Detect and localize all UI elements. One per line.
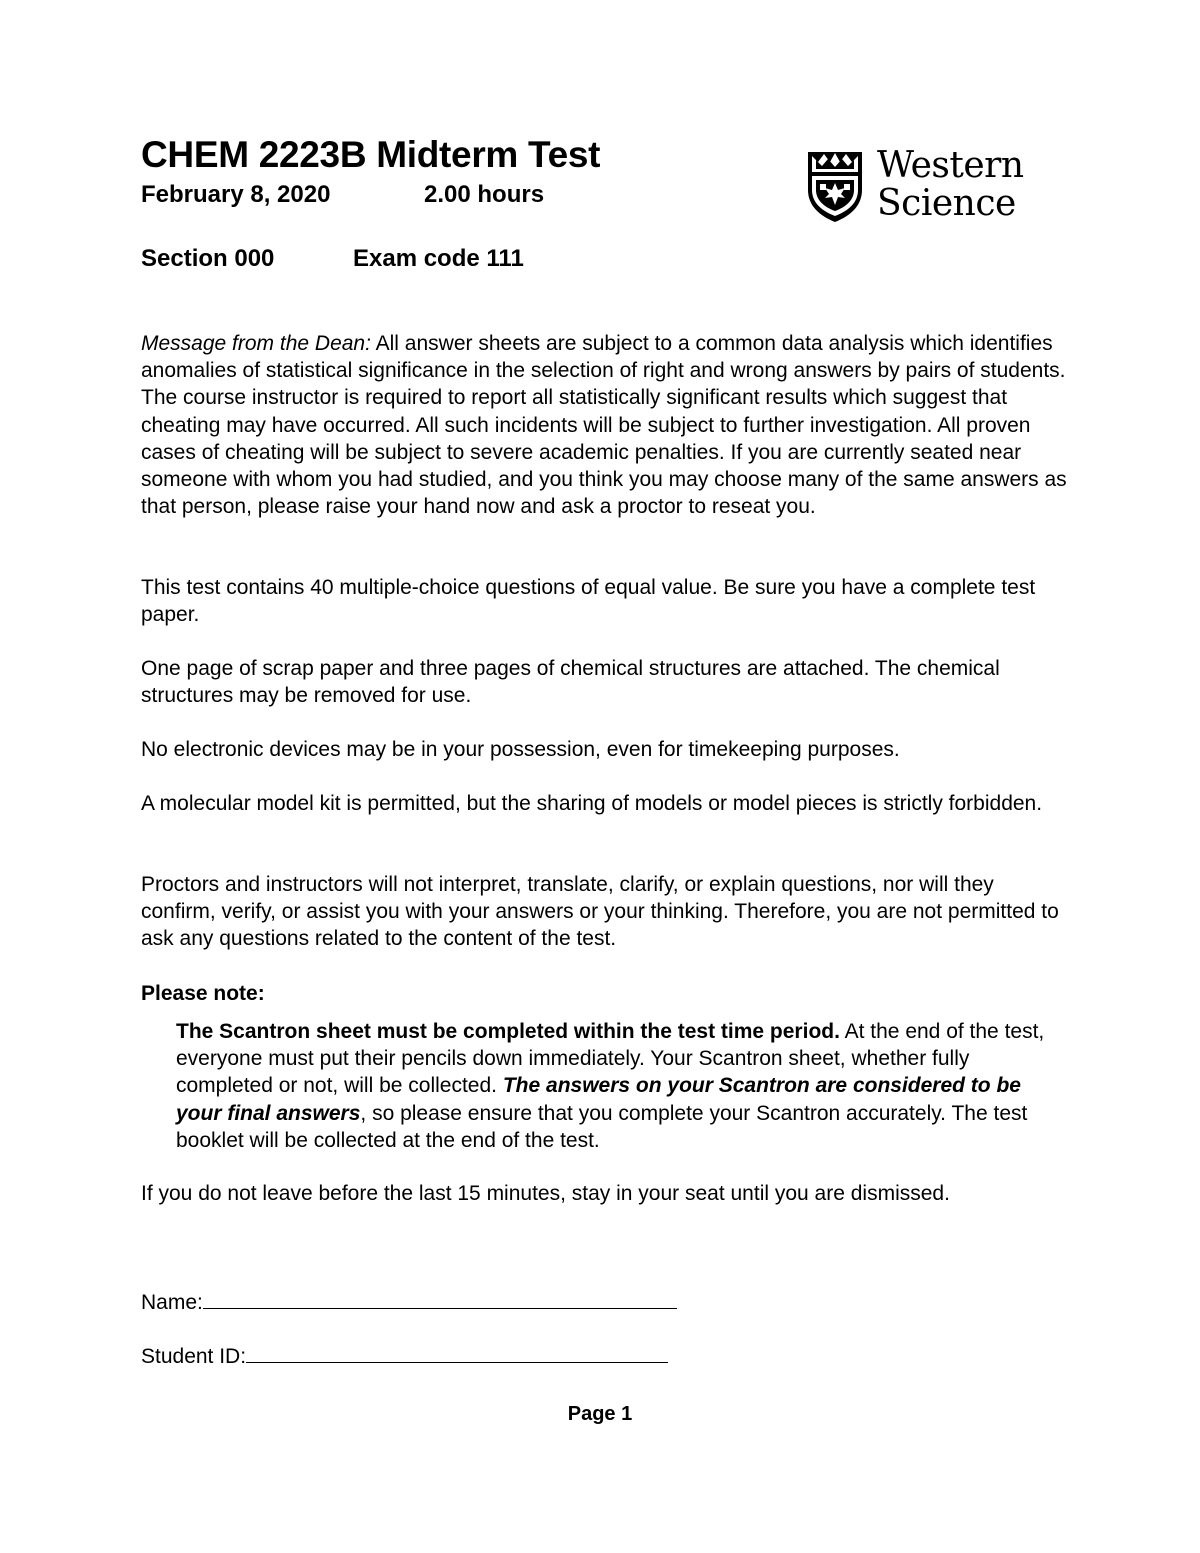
name-blank-line[interactable]	[203, 1290, 677, 1309]
date-row	[141, 181, 545, 209]
exam-duration: 2.00 hours	[424, 181, 545, 208]
western-crest-icon	[806, 150, 864, 224]
section-row	[141, 245, 524, 273]
student-id-label: Student ID:	[141, 1345, 247, 1368]
test-contents-paragraph: This test contains 40 multiple-choice questions of equal value. Be sure you have a complete test paper.	[141, 576, 1036, 627]
student-id-field[interactable]	[141, 1344, 668, 1369]
page-number: Page 1	[567, 1403, 633, 1425]
dean-message-text: All answer sheets are subject to a common data analysis which identifies anomalies of statistical significance in the selection of right and wrong answers by pairs of students. The course instructor is required to report all statistically significant results which suggest that cheating may have occurred. All such incidents will be subject to further investigation. All proven cases of cheating will be subject to severe academic penalties. If you are currently seated near someone with whom you had studied, and you think you may choose many of the same answers as that person, please raise your hand now and ask a proctor to reseat you.	[141, 332, 1067, 519]
student-id-blank-line[interactable]	[246, 1344, 668, 1363]
logo-line-science: Science	[877, 183, 1016, 224]
exam-section: Section 000	[141, 245, 275, 272]
scantron-bold-lead: The Scantron sheet must be completed within the test time period.	[176, 1020, 840, 1043]
name-field[interactable]	[141, 1290, 677, 1315]
please-note-heading: Please note:	[141, 982, 265, 1005]
dean-message-label: Message from the Dean:	[141, 332, 371, 355]
electronics-paragraph: No electronic devices may be in your possession, even for timekeeping purposes.	[141, 738, 900, 761]
model-kit-paragraph: A molecular model kit is permitted, but the sharing of models or model pieces is strictly forbidden.	[141, 792, 1043, 815]
scantron-note	[176, 1018, 1071, 1154]
name-label: Name:	[141, 1291, 203, 1314]
exam-code: Exam code 111	[353, 245, 524, 272]
scrap-paper-paragraph: One page of scrap paper and three pages of chemical structures are attached. The chemical structures may be removed for use.	[141, 657, 1000, 708]
scantron-text-1: At the end of the test, everyone must put their pencils down immediately. Your Scantron sheet, whether fully completed or not, will be collected.	[176, 1020, 1045, 1098]
leave-rule-paragraph: If you do not leave before the last 15 minutes, stay in your seat until you are dismissed.	[141, 1182, 950, 1205]
scantron-text-2: , so please ensure that you complete your Scantron accurately. The test booklet will be collected at the end of the test.	[176, 1101, 1028, 1152]
exam-date: February 8, 2020	[141, 181, 331, 208]
proctors-paragraph: Proctors and instructors will not interpret, translate, clarify, or explain questions, nor will they confirm, verify, or assist you with your answers or your thinking. Therefore, you are not permitted to ask any questions related to the content of the test.	[141, 873, 1059, 951]
western-science-logo	[806, 145, 1036, 230]
dean-message	[141, 330, 1071, 520]
logo-wordmark	[877, 147, 1024, 223]
scantron-final-answers: The answers on your Scantron are considered to be your final answers	[176, 1074, 1021, 1125]
logo-line-western: Western	[877, 145, 1024, 186]
exam-title: CHEM 2223B Midterm Test	[141, 134, 601, 175]
